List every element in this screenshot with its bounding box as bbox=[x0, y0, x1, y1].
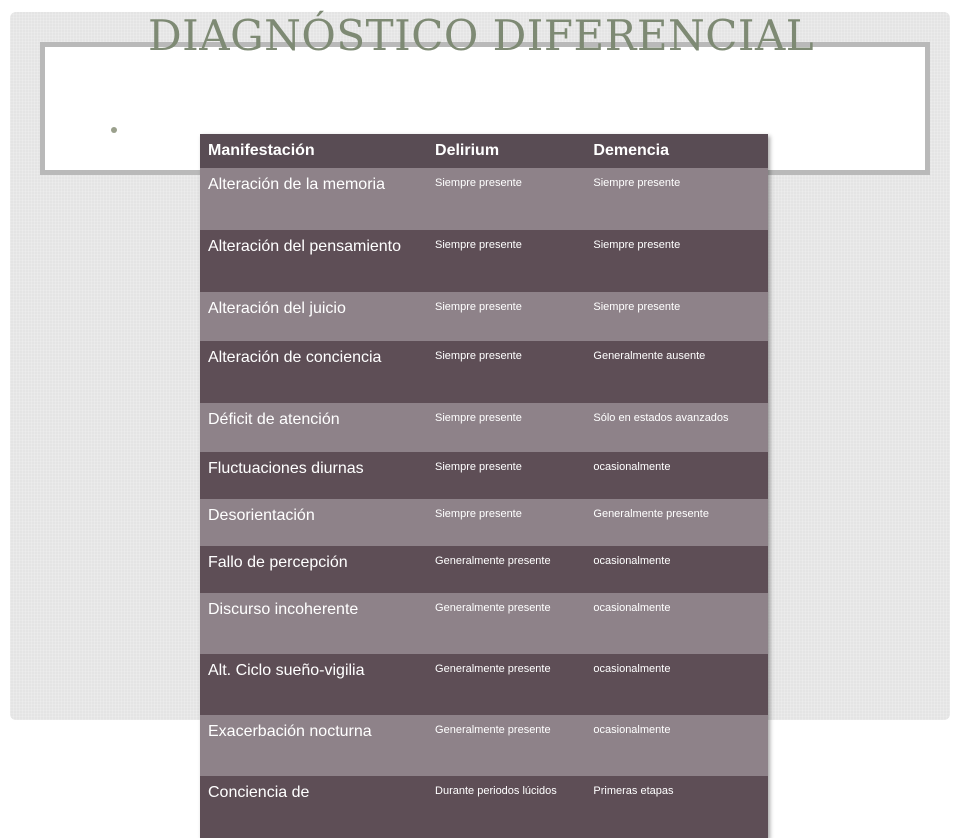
cell-demencia: Siempre presente bbox=[585, 168, 768, 230]
cell-delirium: Durante periodos lúcidos bbox=[427, 776, 585, 838]
cell-delirium: Generalmente presente bbox=[427, 715, 585, 776]
cell-delirium: Siempre presente bbox=[427, 341, 585, 403]
cell-demencia: ocasionalmente bbox=[585, 546, 768, 593]
table-row bbox=[200, 593, 768, 654]
header-delirium: Delirium bbox=[427, 134, 585, 168]
table-row bbox=[200, 403, 768, 452]
table-row bbox=[200, 452, 768, 499]
table-row bbox=[200, 292, 768, 341]
differential-diagnosis-table bbox=[200, 134, 768, 838]
bullet-point bbox=[111, 127, 117, 133]
table-row bbox=[200, 546, 768, 593]
table-row bbox=[200, 654, 768, 715]
cell-demencia: Primeras etapas bbox=[585, 776, 768, 838]
header-demencia: Demencia bbox=[585, 134, 768, 168]
cell-delirium: Siempre presente bbox=[427, 168, 585, 230]
table-row bbox=[200, 776, 768, 838]
cell-demencia: ocasionalmente bbox=[585, 715, 768, 776]
table-row bbox=[200, 499, 768, 546]
cell-delirium: Siempre presente bbox=[427, 403, 585, 452]
table-row bbox=[200, 715, 768, 776]
cell-demencia: ocasionalmente bbox=[585, 593, 768, 654]
cell-delirium: Generalmente presente bbox=[427, 546, 585, 593]
cell-manifestation: Conciencia de bbox=[200, 776, 427, 838]
cell-manifestation: Alteración del pensamiento bbox=[200, 230, 427, 292]
cell-delirium: Siempre presente bbox=[427, 452, 585, 499]
cell-manifestation: Desorientación bbox=[200, 499, 427, 546]
cell-manifestation: Exacerbación nocturna bbox=[200, 715, 427, 776]
cell-delirium: Siempre presente bbox=[427, 230, 585, 292]
table-row bbox=[200, 168, 768, 230]
table-header-row bbox=[200, 134, 768, 168]
cell-demencia: Siempre presente bbox=[585, 230, 768, 292]
cell-demencia: Sólo en estados avanzados bbox=[585, 403, 768, 452]
cell-manifestation: Déficit de atención bbox=[200, 403, 427, 452]
cell-delirium: Generalmente presente bbox=[427, 593, 585, 654]
table-row bbox=[200, 341, 768, 403]
cell-manifestation: Alteración de conciencia bbox=[200, 341, 427, 403]
cell-demencia: Siempre presente bbox=[585, 292, 768, 341]
cell-delirium: Siempre presente bbox=[427, 499, 585, 546]
cell-manifestation: Alteración de la memoria bbox=[200, 168, 427, 230]
cell-delirium: Generalmente presente bbox=[427, 654, 585, 715]
cell-demencia: Generalmente presente bbox=[585, 499, 768, 546]
table-row bbox=[200, 230, 768, 292]
cell-demencia: Generalmente ausente bbox=[585, 341, 768, 403]
cell-demencia: ocasionalmente bbox=[585, 452, 768, 499]
header-manifestacion: Manifestación bbox=[200, 134, 427, 168]
cell-delirium: Siempre presente bbox=[427, 292, 585, 341]
slide-title: DIAGNÓSTICO DIFERENCIAL bbox=[148, 11, 815, 60]
cell-manifestation: Alteración del juicio bbox=[200, 292, 427, 341]
cell-demencia: ocasionalmente bbox=[585, 654, 768, 715]
cell-manifestation: Fluctuaciones diurnas bbox=[200, 452, 427, 499]
cell-manifestation: Fallo de percepción bbox=[200, 546, 427, 593]
cell-manifestation: Alt. Ciclo sueño-vigilia bbox=[200, 654, 427, 715]
cell-manifestation: Discurso incoherente bbox=[200, 593, 427, 654]
